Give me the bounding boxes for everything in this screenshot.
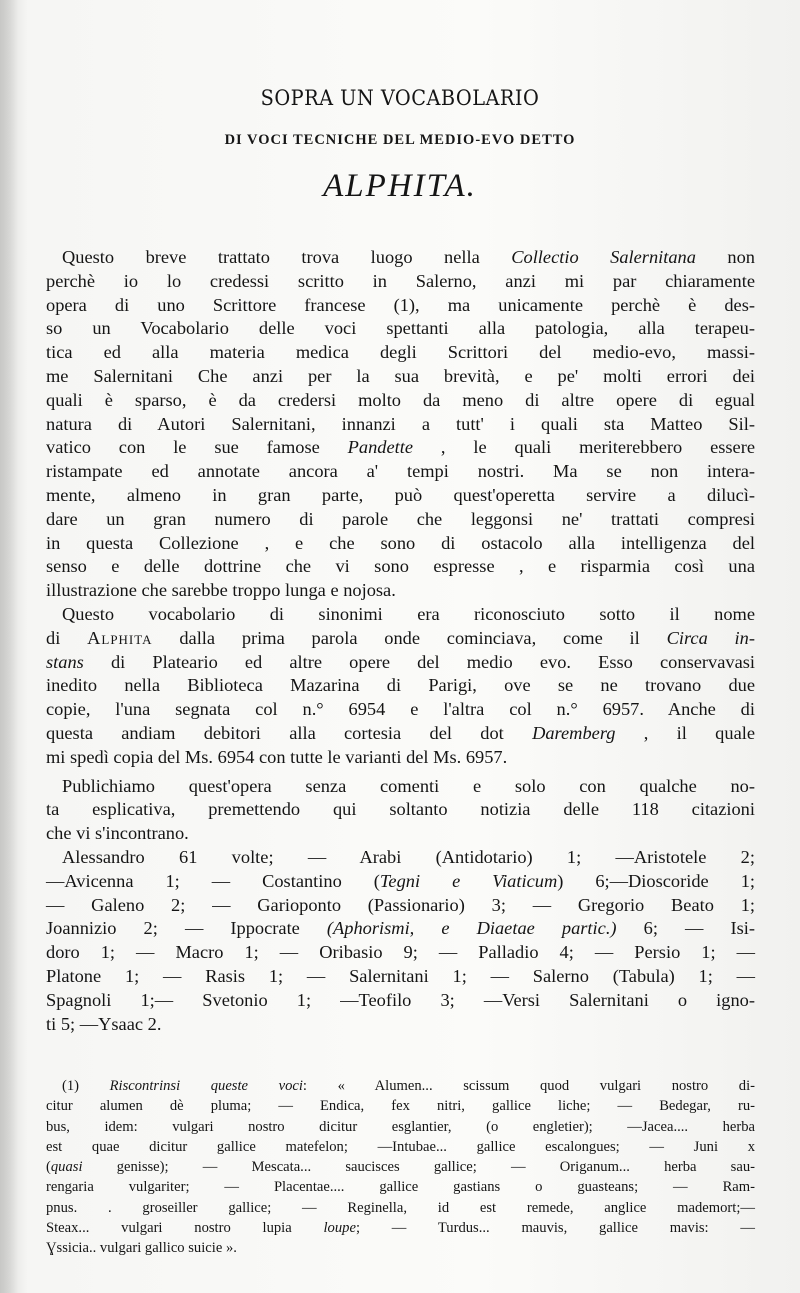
main-text — [46, 246, 755, 1036]
text-line: ti 5; —Ysaac 2. — [46, 1013, 162, 1034]
text-line: che vi s'incontrano. — [46, 823, 189, 844]
text-line: inedito nella Biblioteca Mazarina di Parigi, ove se ne trovano due — [46, 675, 755, 696]
page-title: SOPRA UN VOCABOLARIO — [260, 86, 540, 110]
text-line: Alessandro 61 volte; — Arabi (Antidotario) 1; —Aristotele 2; — [62, 846, 755, 867]
page-subtitle: DI VOCI TECNICHE DEL MEDIO-EVO DETTO — [224, 132, 576, 148]
text-line: Questo breve trattato trova luogo nella Collectio Salernitana non — [62, 247, 756, 267]
footnote-line: rengaria vulgariter; — Placentae.... gallice gastians o guasteans; — Ram- — [46, 1179, 755, 1196]
footnote-line: Ɣssicia.. vulgari gallico suicie ». — [46, 1240, 237, 1257]
text-line: in questa Collezione , e che sono di ostacolo alla intelligenza del — [46, 532, 755, 553]
text-line: vatico con le sue famose Pandette , le quali meriterebbero essere — [46, 437, 755, 458]
text-line: doro 1; — Macro 1; — Oribasio 9; — Palladio 4; — Persio 1; — — [46, 942, 755, 963]
footnote-line: citur alumen dè pluma; — Endica, fex nitri, gallice liche; — Bedegar, ru- — [46, 1098, 755, 1115]
text-line: opera di uno Scrittore francese (1), ma unicamente perchè è des- — [46, 294, 755, 315]
text-line: quali è sparso, è da credersi molto da meno di altre opere di egual — [46, 389, 755, 410]
text-line: tica ed alla materia medica degli Scrittori del medio-evo, massi- — [46, 342, 755, 363]
text-line: mente, almeno in gran parte, può quest'operetta servire a dilucì- — [46, 484, 755, 505]
text-line: ta esplicativa, premettendo qui soltanto notizia delle 118 citazioni — [46, 799, 755, 820]
text-line: so un Vocabolario delle voci spettanti alla patologia, alla terapeu- — [46, 318, 755, 339]
text-line: Platone 1; — Rasis 1; — Salernitani 1; — Salerno (Tabula) 1; — — [46, 965, 755, 986]
footnote — [46, 1076, 755, 1259]
text-line: mi spedì copia del Ms. 6954 con tutte le varianti del Ms. 6957. — [46, 746, 508, 767]
footnote-line: Steax... vulgari nostro lupia loupe; — Turdus... mauvis, gallice mavis: — — [46, 1220, 755, 1237]
text-line: Joannizio 2; — Ippocrate (Aphorismi, e Diaetae partic.) 6; — Isi- — [46, 918, 755, 939]
text-line: perchè io lo credessi scritto in Salerno, anzi mi par chiaramente — [46, 270, 755, 291]
text-line: copie, l'una segnata col n.° 6954 e l'altra col n.° 6957. Anche di — [46, 699, 755, 720]
footnote-line: bus, idem: vulgari nostro dicitur esglantier, (o engletier); —Jacea.... herba — [46, 1118, 755, 1135]
text-line: dare un gran numero di parole che leggonsi ne' trattati compresi — [46, 508, 755, 529]
footnote-line: est quae dicitur gallice matefelon; —Intubae... gallice escalongues; — Juni x — [46, 1138, 755, 1155]
text-line: ristampate ed annotate ancora a' tempi nostri. Ma se non intera- — [46, 461, 755, 482]
footnote-line: (1) Riscontrinsi queste voci: « Alumen... scissum quod vulgari nostro di- — [62, 1078, 755, 1094]
text-line: Spagnoli 1;— Svetonio 1; —Teofilo 3; —Versi Salernitani o igno- — [46, 989, 755, 1010]
text-line: illustrazione che sarebbe troppo lunga e nojosa. — [46, 580, 396, 601]
text-line: — Galeno 2; — Garioponto (Passionario) 3; — Gregorio Beato 1; — [46, 894, 755, 915]
footnote-line: (quasi genisse); — Mescata... saucisces gallice; — Origanum... herba sau- — [46, 1159, 755, 1176]
text-line: me Salernitani Che anzi per la sua brevità, e pe' molti errori dei — [46, 365, 755, 386]
text-line: questa andiam debitori alla cortesia del dot Daremberg , il quale — [46, 722, 756, 743]
text-line: stans di Plateario ed altre opere del medio evo. Esso conservavasi — [46, 651, 755, 672]
text-line: natura di Autori Salernitani, innanzi a tutt' i quali sta Matteo Sil- — [46, 413, 755, 434]
text-line: di Alphita dalla prima parola onde cominciava, come il Circa in- — [46, 627, 755, 648]
text-line: Publichiamo quest'opera senza comenti e solo con qualche no- — [62, 775, 755, 796]
footnote-line: pnus. . groseiller gallice; — Reginella, id est remede, anglice mademort;— — [46, 1199, 755, 1216]
work-title: ALPHITA. — [323, 168, 477, 204]
text-line: senso e delle dottrine che vi sono espresse , e risparmia così una — [46, 556, 755, 577]
text-line: —Avicenna 1; — Costantino (Tegni e Viaticum) 6;—Dioscoride 1; — [46, 870, 755, 891]
text-line: Questo vocabolario di sinonimi era riconosciuto sotto il nome — [62, 603, 755, 624]
